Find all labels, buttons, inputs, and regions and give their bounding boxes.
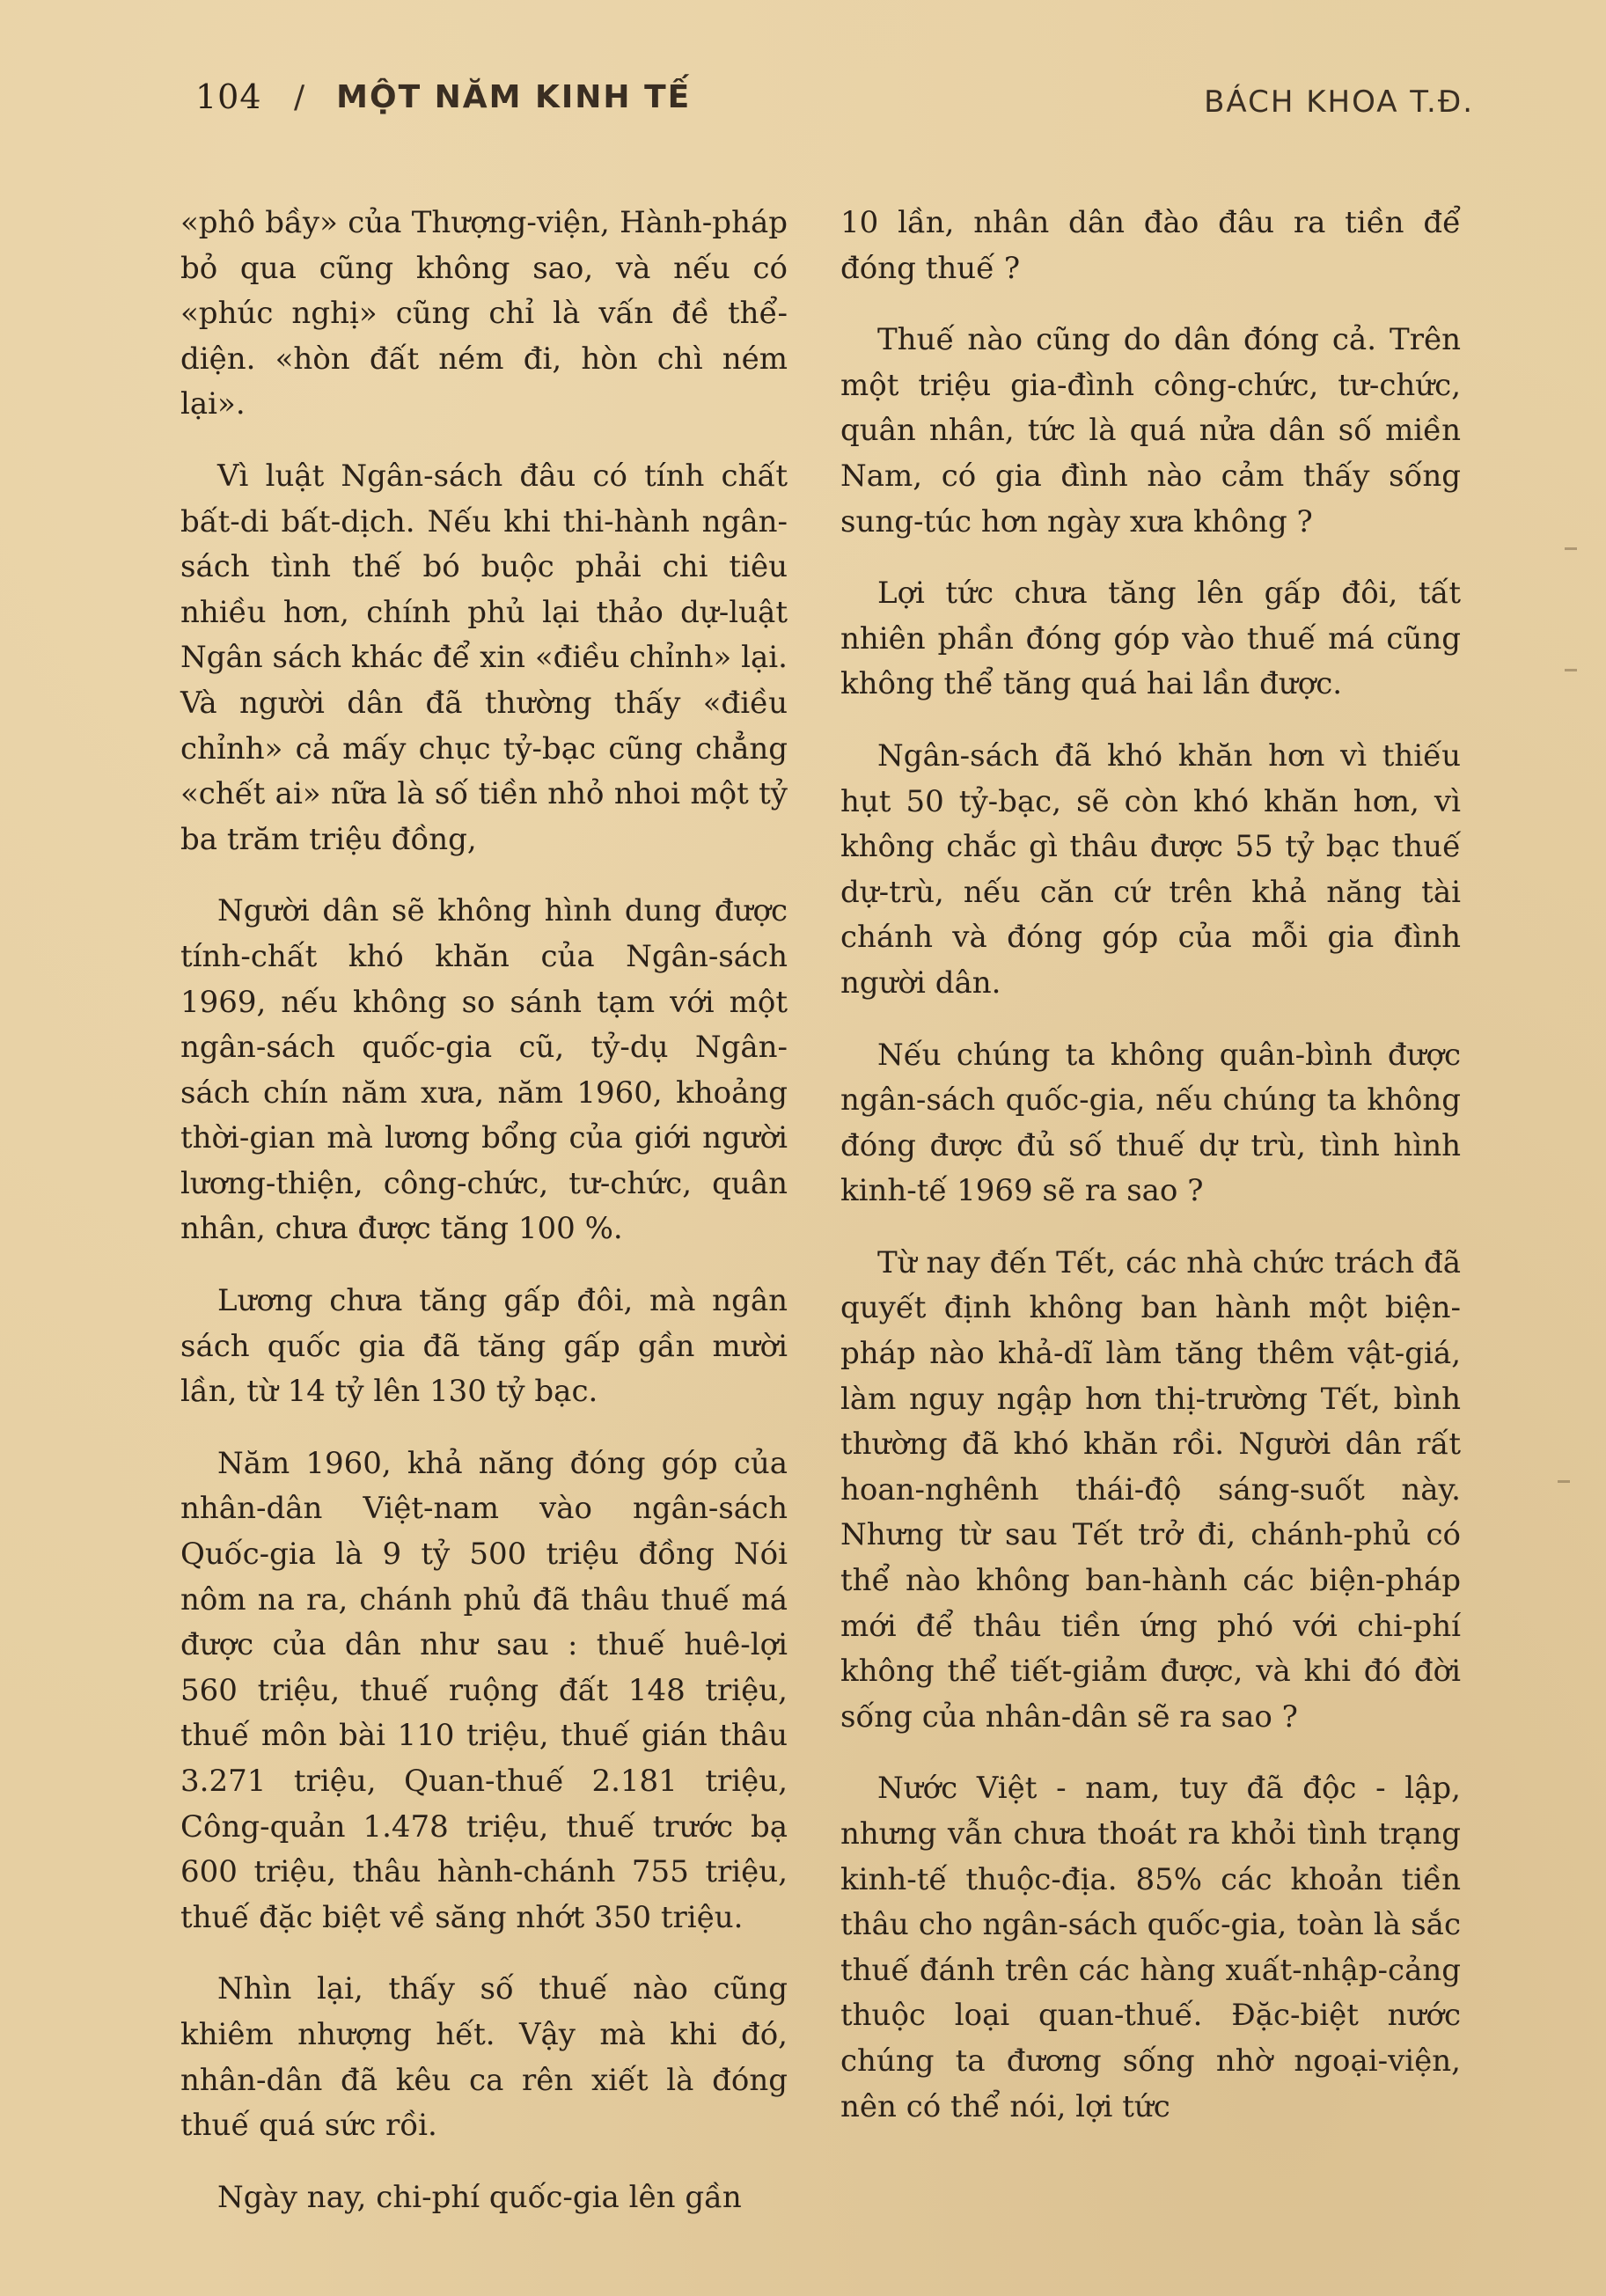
- paragraph: Lợi tức chưa tăng lên gấp đôi, tất nhiên phần đóng góp vào thuế má cũng không thể tăng quá hai lần được.: [840, 576, 1461, 702]
- paragraph: Vì luật Ngân-sách đâu có tính chất bất-di bất-dịch. Nếu khi thi-hành ngân-sách tình thế bó buộc phải chi tiêu nhiều hơn, chính phủ lại thảo dự-luật Ngân sách khác để xin «điều chỉnh» lại. Và người dân đã thường thấy «điều chỉnh» cả mấy chục tỷ-bạc cũng chẳng «chết ai» nữa là số tiền nhỏ nhoi một tỷ ba trăm triệu đồng,: [180, 458, 788, 857]
- page-edge-mark: [1565, 547, 1577, 550]
- page-header: [195, 77, 1474, 130]
- paragraph: Nếu chúng ta không quân-bình được ngân-sách quốc-gia, nếu chúng ta không đóng được đủ số thuế dự trù, tình hình kinh-tế 1969 sẽ ra sao ?: [840, 1037, 1461, 1209]
- paragraph: Thuế nào cũng do dân đóng cả. Trên một triệu gia-đình công-chức, tư-chức, quân nhân, tức là quá nửa dân số miền Nam, có gia đình nào cảm thấy sống sung-túc hơn ngày xưa không ?: [840, 322, 1461, 539]
- paragraph: Nhìn lại, thấy số thuế nào cũng khiêm nhượng hết. Vậy mà khi đó, nhân-dân đã kêu ca rên xiết là đóng thuế quá sức rồi.: [180, 1971, 788, 2144]
- paragraph: Năm 1960, khả năng đóng góp của nhân-dân Việt-nam vào ngân-sách Quốc-gia là 9 tỷ 500 triệu đồng Nói nôm na ra, chánh phủ đã thâu thuế má được của dân như sau : thuế huê-lợi 560 triệu, thuế ruộng đất 148 triệu, thuế môn bài 110 triệu, thuế gián thâu 3.271 triệu, Quan-thuế 2.181 triệu, Công-quản 1.478 triệu, thuế trước bạ 600 triệu, thâu hành-chánh 755 triệu, thuế đặc biệt về săng nhớt 350 triệu.: [180, 1445, 788, 1935]
- page-edge-mark: [1565, 669, 1577, 671]
- page-number: 104: [195, 77, 262, 116]
- paragraph: Ngân-sách đã khó khăn hơn vì thiếu hụt 50 tỷ-bạc, sẽ còn khó khăn hơn, vì không chắc gì thâu được 55 tỷ bạc thuế dự-trù, nếu căn cứ trên khả năng tài chánh và đóng góp của mỗi gia đình người dân.: [840, 737, 1461, 1001]
- paragraph: Lương chưa tăng gấp đôi, mà ngân sách quốc gia đã tăng gấp gần mười lần, từ 14 tỷ lên 130 tỷ bạc.: [180, 1283, 788, 1410]
- paragraph: Người dân sẽ không hình dung được tính-chất khó khăn của Ngân-sách 1969, nếu không so sánh tạm với một ngân-sách quốc-gia cũ, tỷ-dụ Ngân-sách chín năm xưa, năm 1960, khoảng thời-gian mà lương bổng của giới người lương-thiện, công-chức, tư-chức, quân nhân, chưa được tăng 100 %.: [180, 893, 788, 1247]
- paragraph: 10 lần, nhân dân đào đâu ra tiền để đóng thuế ?: [840, 205, 1461, 286]
- title-separator: /: [294, 79, 307, 115]
- right-text-column: [840, 201, 1461, 2156]
- magazine-name: BÁCH KHOA T.Đ.: [1204, 84, 1474, 120]
- paragraph: Nước Việt - nam, tuy đã độc - lập, nhưng vẫn chưa thoát ra khỏi tình trạng kinh-tế thuộc-địa. 85% các khoản tiền thâu cho ngân-sách quốc-gia, toàn là sắc thuế đánh trên các hàng xuất-nhập-cảng thuộc loại quan-thuế. Đặc-biệt nước chúng ta đương sống nhờ ngoại-viện, nên có thể nói, lợi tức: [840, 1771, 1461, 2124]
- left-text-column: [180, 201, 788, 2247]
- paragraph: Ngày nay, chi-phí quốc-gia lên gần: [217, 2179, 742, 2215]
- section-title-text: MỘT NĂM KINH TẾ: [336, 79, 692, 115]
- paragraph: Từ nay đến Tết, các nhà chức trách đã quyết định không ban hành một biện-pháp nào khả-dĩ làm tăng thêm vật-giá, làm nguy ngập hơn thị-trường Tết, bình thường đã khó khăn rồi. Người dân rất hoan-nghênh thái-độ sáng-suốt này. Nhưng từ sau Tết trở đi, chánh-phủ có thể nào không ban-hành các biện-pháp mới để thâu tiền ứng phó với chi-phí không thể tiết-giảm được, và khi đó đời sống của nhân-dân sẽ ra sao ?: [840, 1244, 1461, 1735]
- section-title: [294, 79, 691, 115]
- paragraph: «phô bầy» của Thượng-viện, Hành-pháp bỏ qua cũng không sao, và nếu có «phúc nghị» cũng chỉ là vấn đề thể-diện. «hòn đất ném đi, hòn chì ném lại».: [180, 205, 788, 422]
- page-edge-mark: [1558, 1480, 1570, 1483]
